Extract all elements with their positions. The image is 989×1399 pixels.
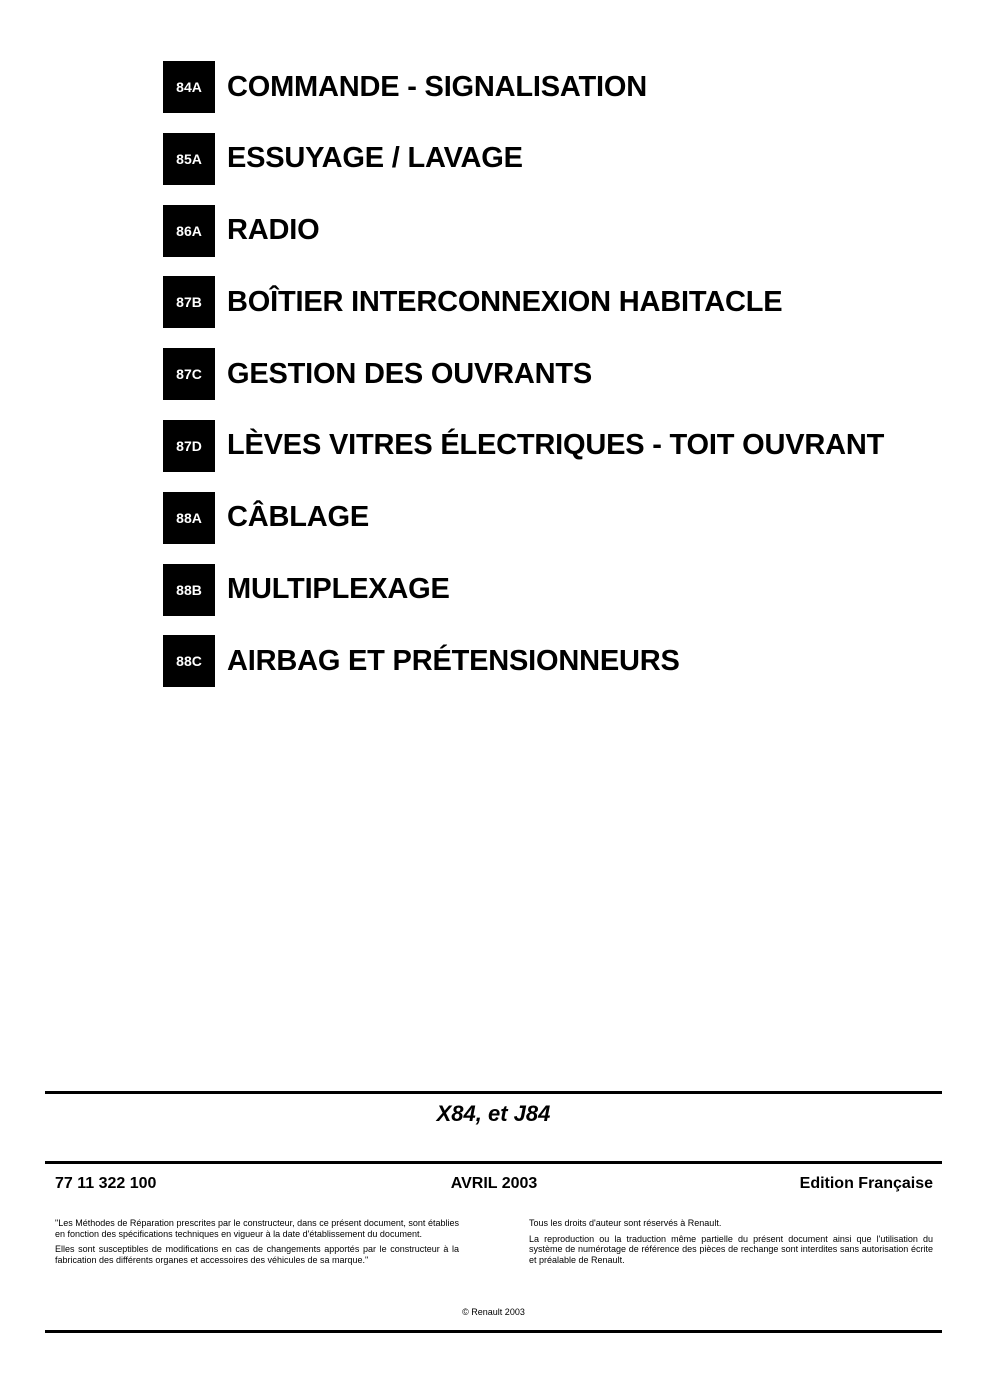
section-code: 88A	[163, 492, 215, 544]
section-row-88c[interactable]	[163, 635, 953, 687]
section-title: LÈVES VITRES ÉLECTRIQUES - TOIT OUVRANT	[227, 429, 885, 462]
section-title: COMMANDE - SIGNALISATION	[227, 70, 647, 103]
section-title: ESSUYAGE / LAVAGE	[227, 142, 523, 175]
section-code: 85A	[163, 133, 215, 185]
section-title: MULTIPLEXAGE	[227, 573, 450, 606]
section-row-87d[interactable]	[163, 420, 953, 472]
section-code: 88C	[163, 635, 215, 687]
section-title: RADIO	[227, 214, 320, 247]
legal-notice-methods	[55, 1218, 459, 1270]
section-row-87c[interactable]	[163, 348, 953, 400]
section-row-86a[interactable]	[163, 205, 953, 257]
section-row-88b[interactable]	[163, 564, 953, 616]
section-row-84a[interactable]	[163, 61, 953, 113]
section-row-87b[interactable]	[163, 276, 953, 328]
section-title: AIRBAG ET PRÉTENSIONNEURS	[227, 644, 680, 677]
legal-paragraph: Tous les droits d'auteur sont réservés à Renault.	[529, 1218, 722, 1228]
document-date: AVRIL 2003	[450, 1175, 538, 1192]
vehicle-models: X84, et J84	[436, 1101, 551, 1126]
section-code: 86A	[163, 205, 215, 257]
table-of-contents	[163, 61, 953, 707]
section-title: CÂBLAGE	[227, 501, 369, 534]
copyright-line: © Renault 2003	[462, 1307, 525, 1317]
document-edition: Edition Française	[799, 1175, 934, 1192]
section-code: 87D	[163, 420, 215, 472]
divider-middle	[45, 1161, 942, 1164]
section-code: 84A	[163, 61, 215, 113]
divider-bottom	[45, 1330, 942, 1333]
section-code: 87B	[163, 276, 215, 328]
legal-paragraph: La reproduction ou la traduction même partielle du présent document ainsi que l'utilisation du système de numérotage de référence des pièces de rechange sont interdites sans autorisation écrite et préalable de Renault.	[529, 1233, 933, 1265]
legal-notice-copyright	[529, 1218, 933, 1270]
section-title: GESTION DES OUVRANTS	[227, 357, 592, 390]
section-row-88a[interactable]	[163, 492, 953, 544]
document-reference: 77 11 322 100	[55, 1175, 157, 1192]
divider-top	[45, 1091, 942, 1094]
section-row-85a[interactable]	[163, 133, 953, 185]
document-meta	[55, 1175, 933, 1193]
legal-paragraph: Elles sont susceptibles de modifications en cas de changements apportés par le constructeur à la fabrication des différents organes et accessoires des véhicules de sa marque."	[55, 1244, 459, 1265]
section-title: BOÎTIER INTERCONNEXION HABITACLE	[227, 285, 783, 318]
section-code: 87C	[163, 348, 215, 400]
section-code: 88B	[163, 564, 215, 616]
legal-paragraph: "Les Méthodes de Réparation prescrites par le constructeur, dans ce présent document, sont établies en fonction des spécifications techniques en vigueur à la date d'établissement du document.	[55, 1218, 459, 1239]
